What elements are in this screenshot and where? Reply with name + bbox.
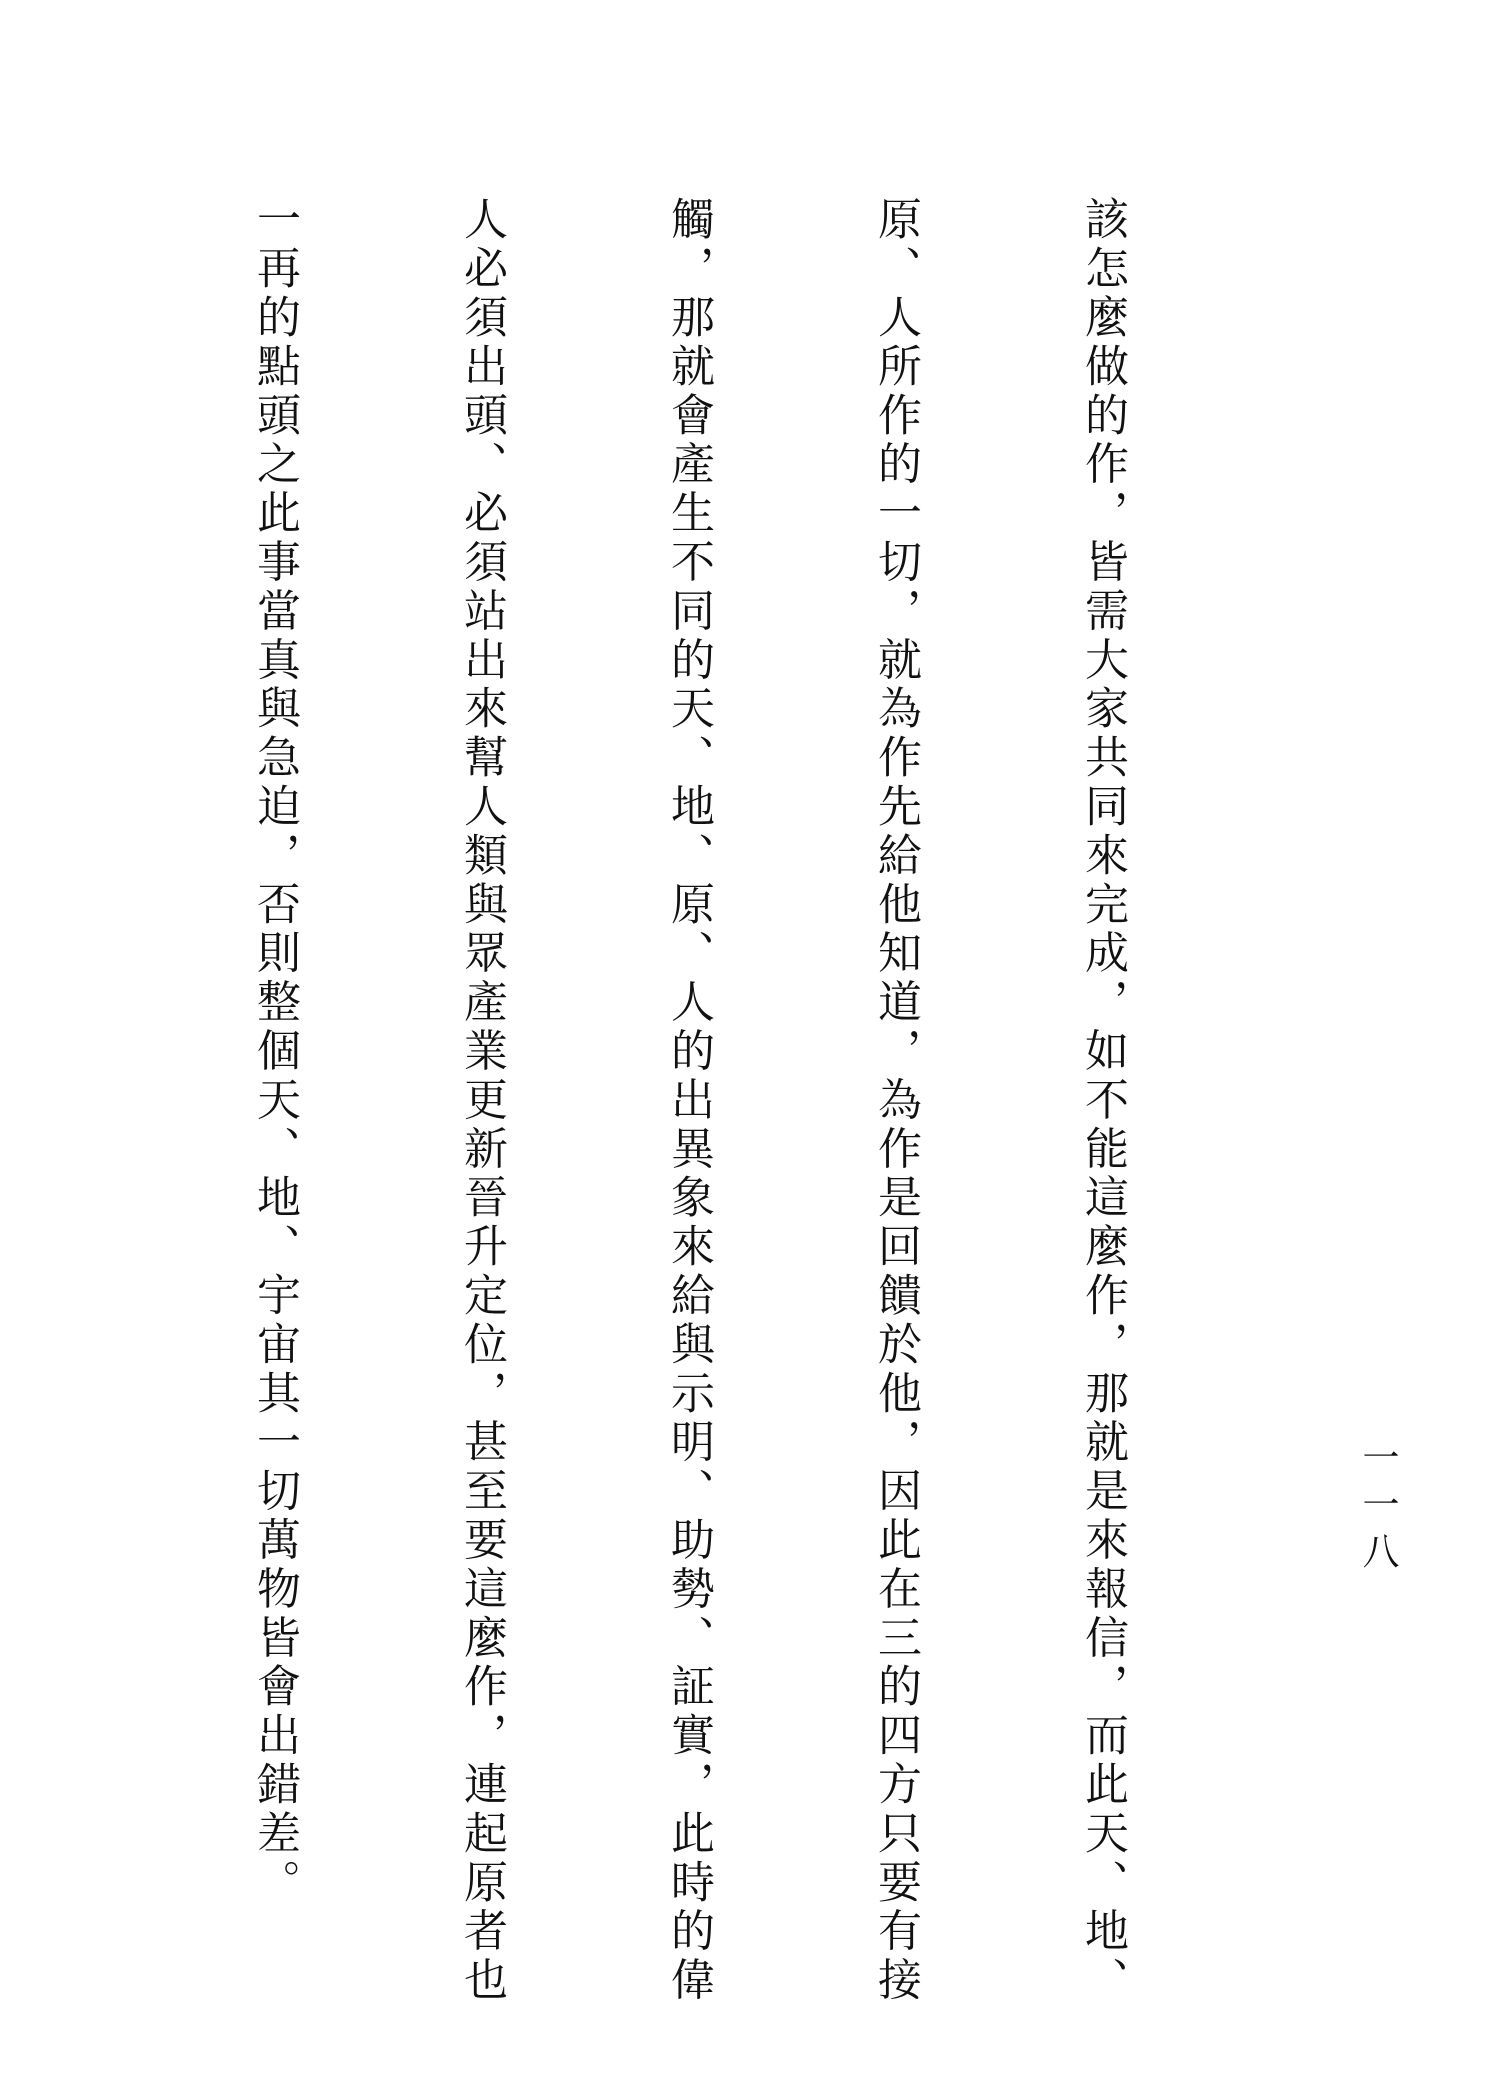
text-column: 一再的點頭之此事當真與急迫，否則整個天、地、宇宙其一切萬物皆會出錯差。 bbox=[249, 196, 300, 1908]
page-number: 一一八 bbox=[1356, 1438, 1399, 1579]
body-text bbox=[0, 196, 1275, 2016]
text-column: 人必須出頭、必須站出來幫人類與眾產業更新晉升定位，甚至要這麼作，連起原者也 bbox=[456, 196, 507, 2006]
text-column: 原、人所作的一切，就為作先給他知道，為作是回饋於他，因此在三的四方只要有接 bbox=[870, 196, 921, 2006]
paragraph-2 bbox=[0, 196, 102, 2016]
text-column: 觸，那就會產生不同的天、地、原、人的出異象來給與示明、助勢、証實，此時的偉 bbox=[663, 196, 714, 2006]
text-column: 該怎麼做的作，皆需大家共同來完成，如不能這麼作，那就是來報信，而此天、地、 bbox=[1077, 196, 1128, 2006]
paragraph-1 bbox=[102, 196, 1275, 2016]
